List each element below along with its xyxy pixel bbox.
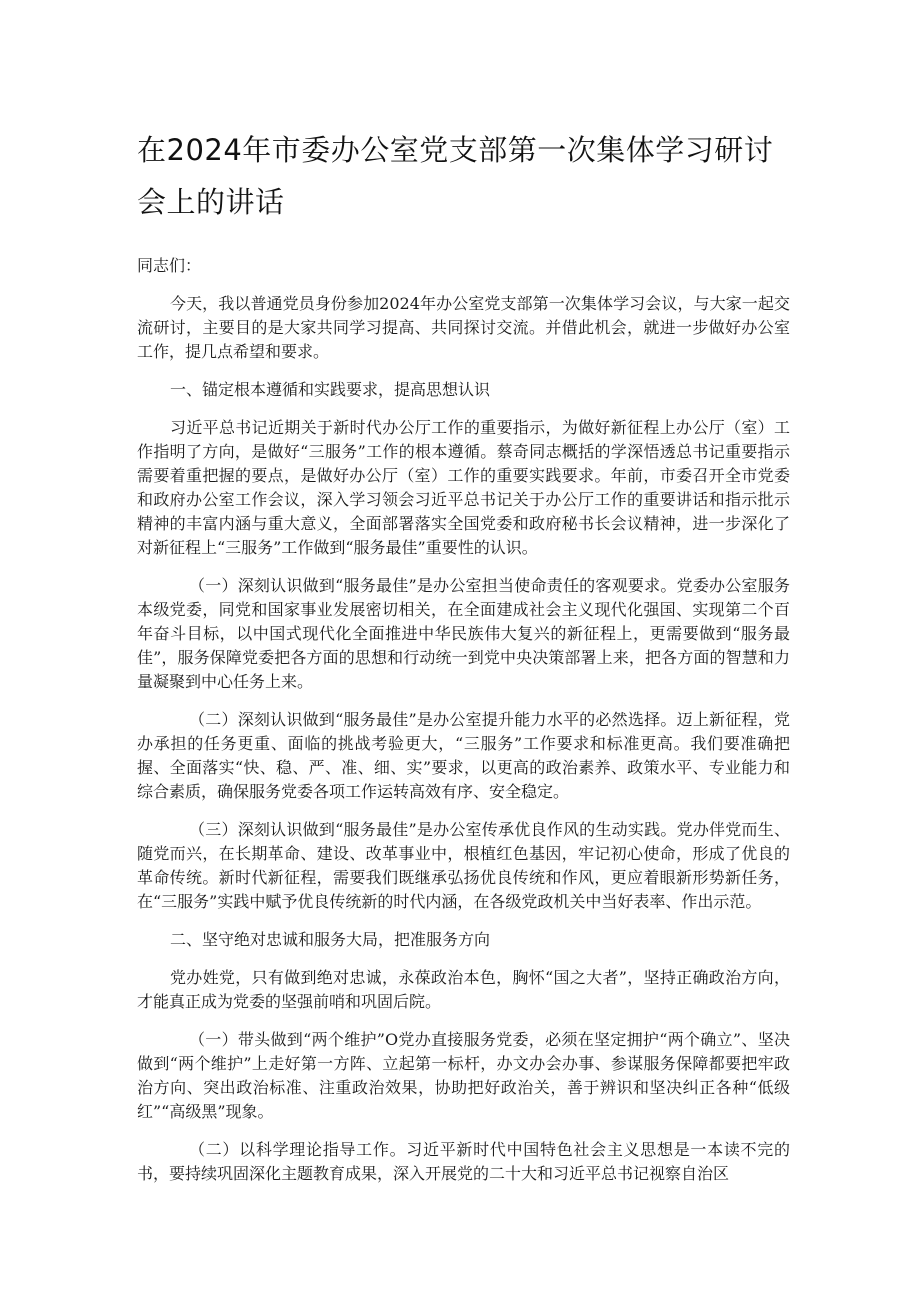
section-2-point-1: （一）带头做到“两个维护”O党办直接服务党委，必须在坚定拥护“两个确立”、坚决做到“两个维护”上走好第一方阵、立起第一标杆，办文办会办事、参谋服务保障都要把牢政治方向、突出政治标准、注重政治效果，协助把好政治关，善于辨识和坚决纠正各种“低级红”“高级黑”现象。 [137,1030,790,1121]
section-1-point-2: （二）深刻认识做到“服务最佳”是办公室提升能力水平的必然选择。迈上新征程，党办承担的任务更重、面临的挑战考验更大，“三服务”工作要求和标准更高。我们要准确把握、全面落实“快、稳、严、准、细、实”要求，以更高的政治素养、政策水平、专业能力和综合素质，确保服务党委各项工作运转高效有序、安全稳定。 [137,710,790,801]
section-2-heading: 二、坚守绝对忠诚和服务大局，把准服务方向 [170,930,491,949]
salutation: 同志们： [137,256,202,275]
intro-paragraph: 今天，我以普通党员身份参加2024年办公室党支部第一次集体学习会议，与大家一起交流研讨，主要目的是大家共同学习提高、共同探讨交流。并借此机会，就进一步做好办公室工作，提几点希望和要求。 [137,294,790,361]
section-1-point-3: （三）深刻认识做到“服务最佳”是办公室传承优良作风的生动实践。党办伴党而生、随党而兴，在长期革命、建设、改革事业中，根植红色基因，牢记初心使命，形成了优良的革命传统。新时代新征程，需要我们既继承弘扬优良传统和作风，更应着眼新形势新任务，在“三服务”实践中赋予优良传统新的时代内涵，在各级党政机关中当好表率、作出示范。 [137,820,790,911]
section-1-heading: 一、锚定根本遵循和实践要求，提高思想认识 [170,380,491,399]
section-1-body: 习近平总书记近期关于新时代办公厅工作的重要指示，为做好新征程上办公厅（室）工作指明了方向，是做好“三服务”工作的根本遵循。蔡奇同志概括的学深悟透总书记重要指示需要着重把握的要点，是做好办公厅（室）工作的重要实践要求。年前，市委召开全市党委和政府办公室工作会议，深入学习领会习近平总书记关于办公厅工作的重要讲话和指示批示精神的丰富内涵与重大意义，全面部署落实全国党委和政府秘书长会议精神，进一步深化了对新征程上“三服务”工作做到“服务最佳”重要性的认识。 [137,418,790,557]
section-2-body: 党办姓党，只有做到绝对忠诚，永葆政治本色，胸怀“国之大者”，坚持正确政治方向，才能真正成为党委的坚强前哨和巩固后院。 [137,968,790,1011]
section-1-point-1: （一）深刻认识做到“服务最佳”是办公室担当使命责任的客观要求。党委办公室服务本级党委，同党和国家事业发展密切相关，在全面建成社会主义现代化强国、实现第二个百年奋斗目标，以中国式现代化全面推进中华民族伟大复兴的新征程上，更需要做到“服务最佳”，服务保障党委把各方面的思想和行动统一到党中央决策部署上来，把各方面的智慧和力量凝聚到中心任务上来。 [137,576,790,691]
section-2-point-2: （二）以科学理论指导工作。习近平新时代中国特色社会主义思想是一本读不完的书，要持续巩固深化主题教育成果，深入开展党的二十大和习近平总书记视察自治区 [137,1140,790,1183]
document-title: 在2024年市委办公室党支部第一次集体学习研讨会上的讲话 [137,133,774,219]
